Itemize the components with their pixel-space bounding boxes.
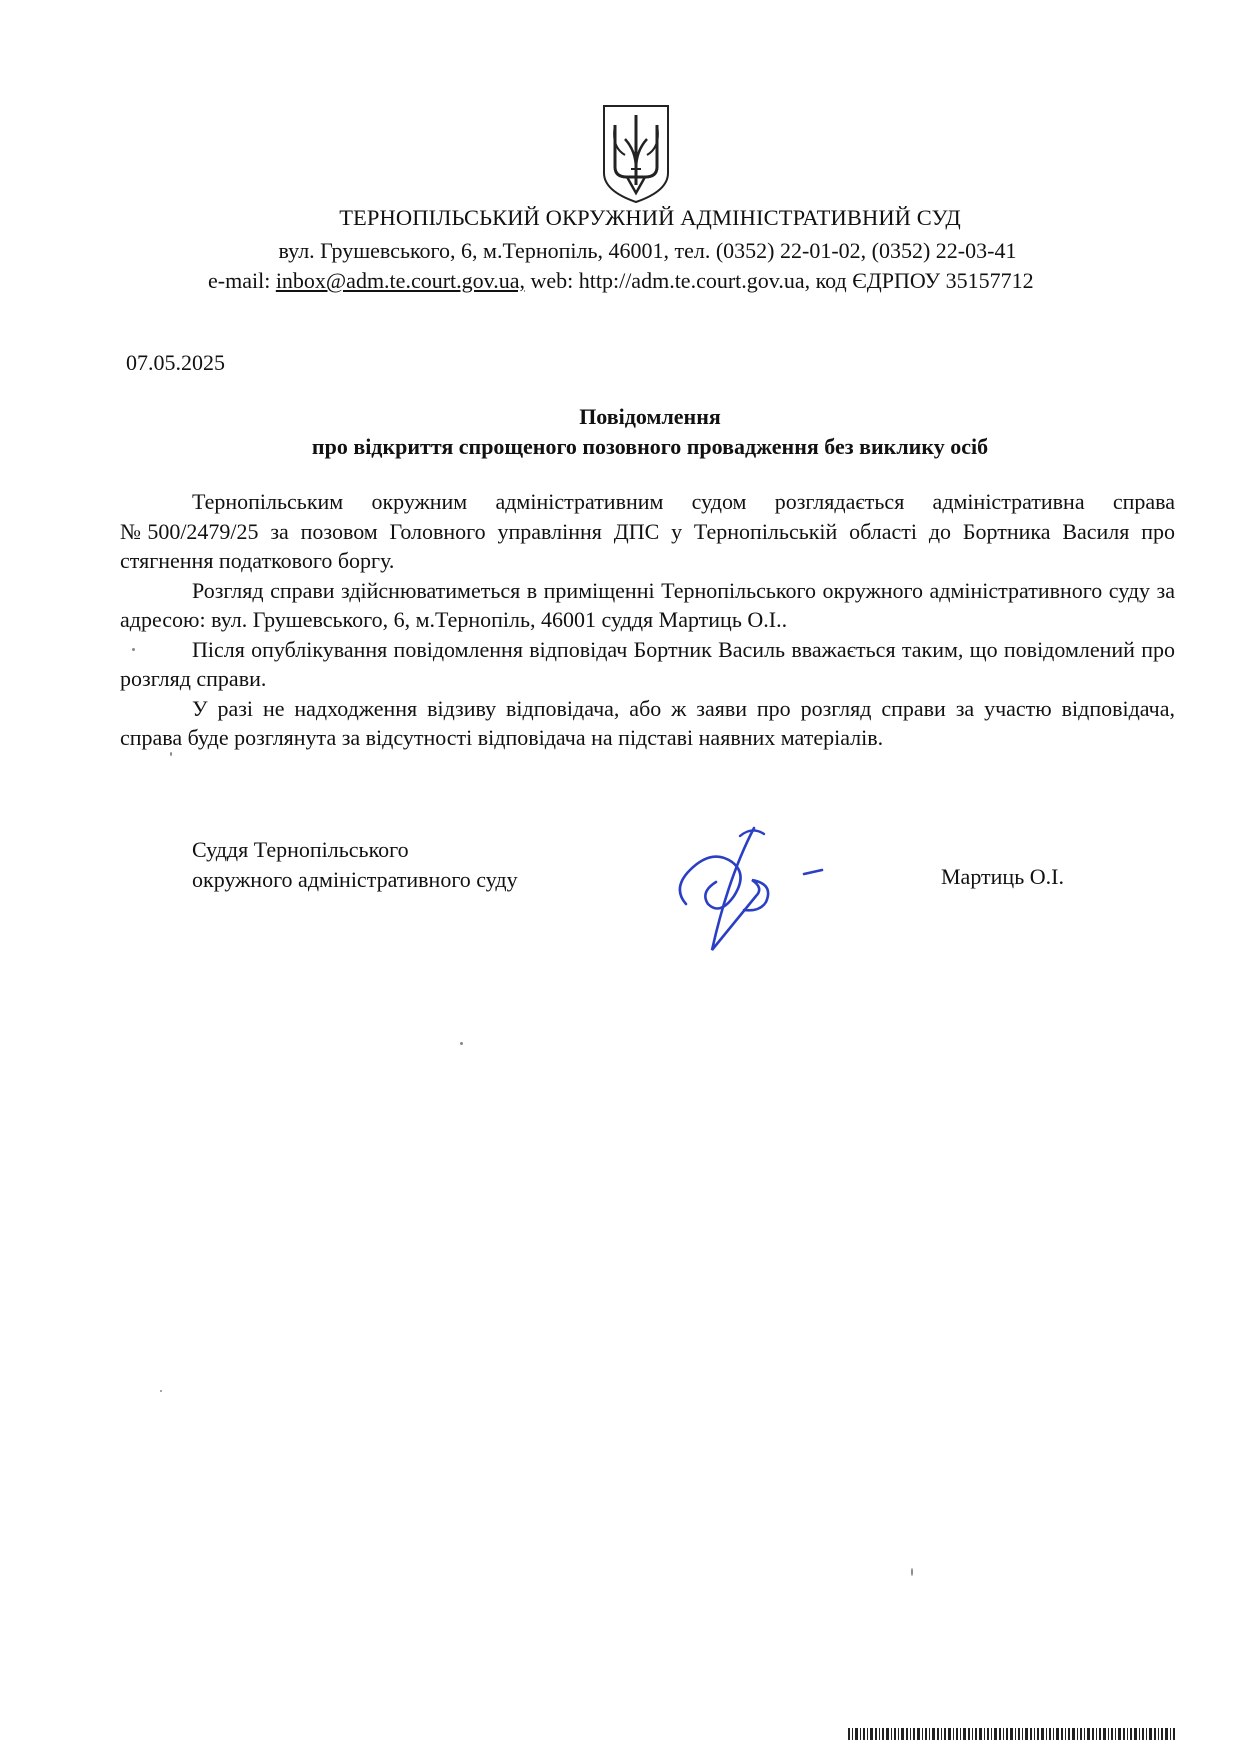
barcode (848, 1728, 1178, 1740)
scan-speck (132, 648, 135, 651)
signature-position (192, 835, 518, 895)
court-web-and-code: web: http://adm.te.court.gov.ua, код ЄДРПОУ 35157712 (524, 268, 1034, 293)
email-label: e-mail: (208, 268, 276, 293)
paragraph-notification: Після опублікування повідомлення відповідач Бортник Василь вважається таким, що повідомлений про розгляд справи. (120, 636, 1175, 691)
court-email-link[interactable]: inbox@adm.te.court.gov.ua, (275, 268, 525, 293)
court-contacts (208, 268, 1034, 294)
document-body (120, 487, 1175, 753)
tryzub-emblem-icon (601, 103, 671, 205)
scan-speck (170, 752, 172, 756)
scan-speck (911, 1568, 913, 1576)
scan-speck (160, 1390, 162, 1392)
position-line-1: Суддя Тернопільського (192, 837, 409, 862)
paragraph-absence-clause: У разі не надходження відзиву відповідача, або ж заяви про розгляд справи за участю відповідача, справа буде розглянута за відсутності відповідача на підставі наявних матеріалів. (120, 695, 1175, 750)
court-name: ТЕРНОПІЛЬСЬКИЙ ОКРУЖНИЙ АДМІНІСТРАТИВНИЙ СУД (339, 205, 961, 230)
paragraph-hearing-place: Розгляд справи здійснюватиметься в приміщенні Тернопільського окружного адміністративного суду за адресою: вул. Грушевського, 6, м.Тернопіль, 46001 суддя Мартиць О.І.. (120, 577, 1175, 632)
handwritten-signature (668, 818, 878, 958)
document-subtitle: про відкриття спрощеного позовного провадження без виклику осіб (311, 434, 989, 459)
signer-name: Мартиць О.І. (941, 864, 1064, 889)
document-date: 07.05.2025 (126, 350, 225, 375)
position-line-2: окружного адміністративного суду (192, 867, 518, 892)
court-address: вул. Грушевського, 6, м.Тернопіль, 46001, тел. (0352) 22-01-02, (0352) 22-03-41 (278, 238, 1017, 263)
scan-speck (460, 1042, 463, 1045)
paragraph-case-info: Тернопільським окружним адміністративним судом розглядається адміністративна справа №500/2479/25 за позовом Головного управління ДПС у Тернопільській області до Бортника Василя про стягнення податкового боргу. (120, 489, 1175, 573)
document-title: Повідомлення (579, 404, 721, 429)
